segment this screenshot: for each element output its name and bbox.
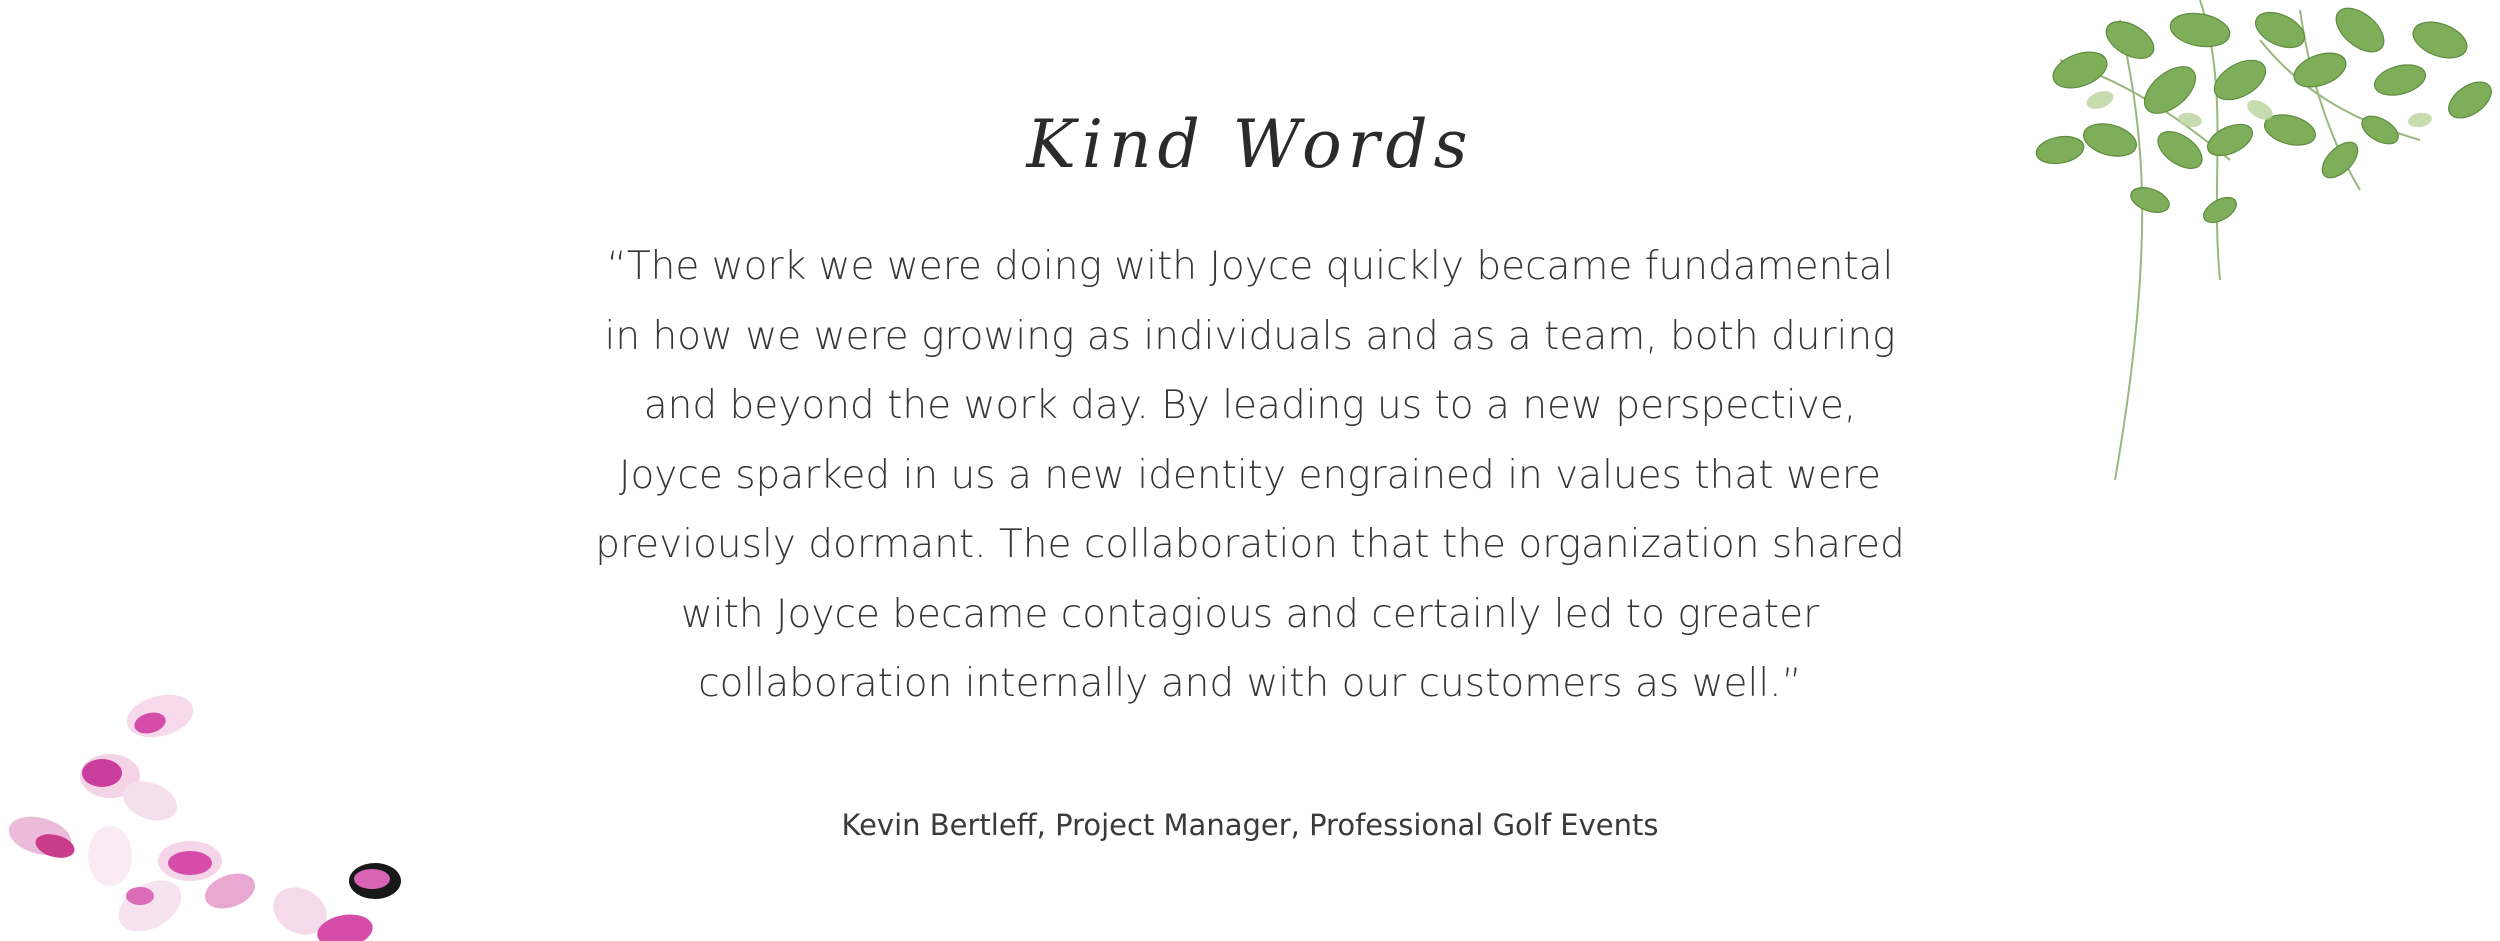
section-heading: Kind Words bbox=[1026, 106, 1474, 183]
quote-line: with Joyce became contagious and certainly led to greater bbox=[680, 591, 1820, 637]
quote-line: Joyce sparked in us a new identity engrained in values that were bbox=[618, 452, 1882, 498]
quote-line: in how we were growing as individuals and as a team, both during bbox=[604, 313, 1896, 359]
testimonial-quote bbox=[560, 232, 1940, 719]
quote-line: collaboration internally and with our customers as well.” bbox=[698, 661, 1802, 706]
quote-line: “The work we were doing with Joyce quickly became fundamental bbox=[606, 244, 1894, 289]
hanging-plant-image bbox=[2000, 0, 2500, 500]
quote-line: and beyond the work day. By leading us to a new perspective, bbox=[643, 383, 1857, 428]
quote-line: previously dormant. The collaboration that the organization shared bbox=[595, 522, 1905, 567]
testimonial-attribution: Kevin Bertleff, Project Manager, Professional Golf Events bbox=[841, 808, 1659, 842]
